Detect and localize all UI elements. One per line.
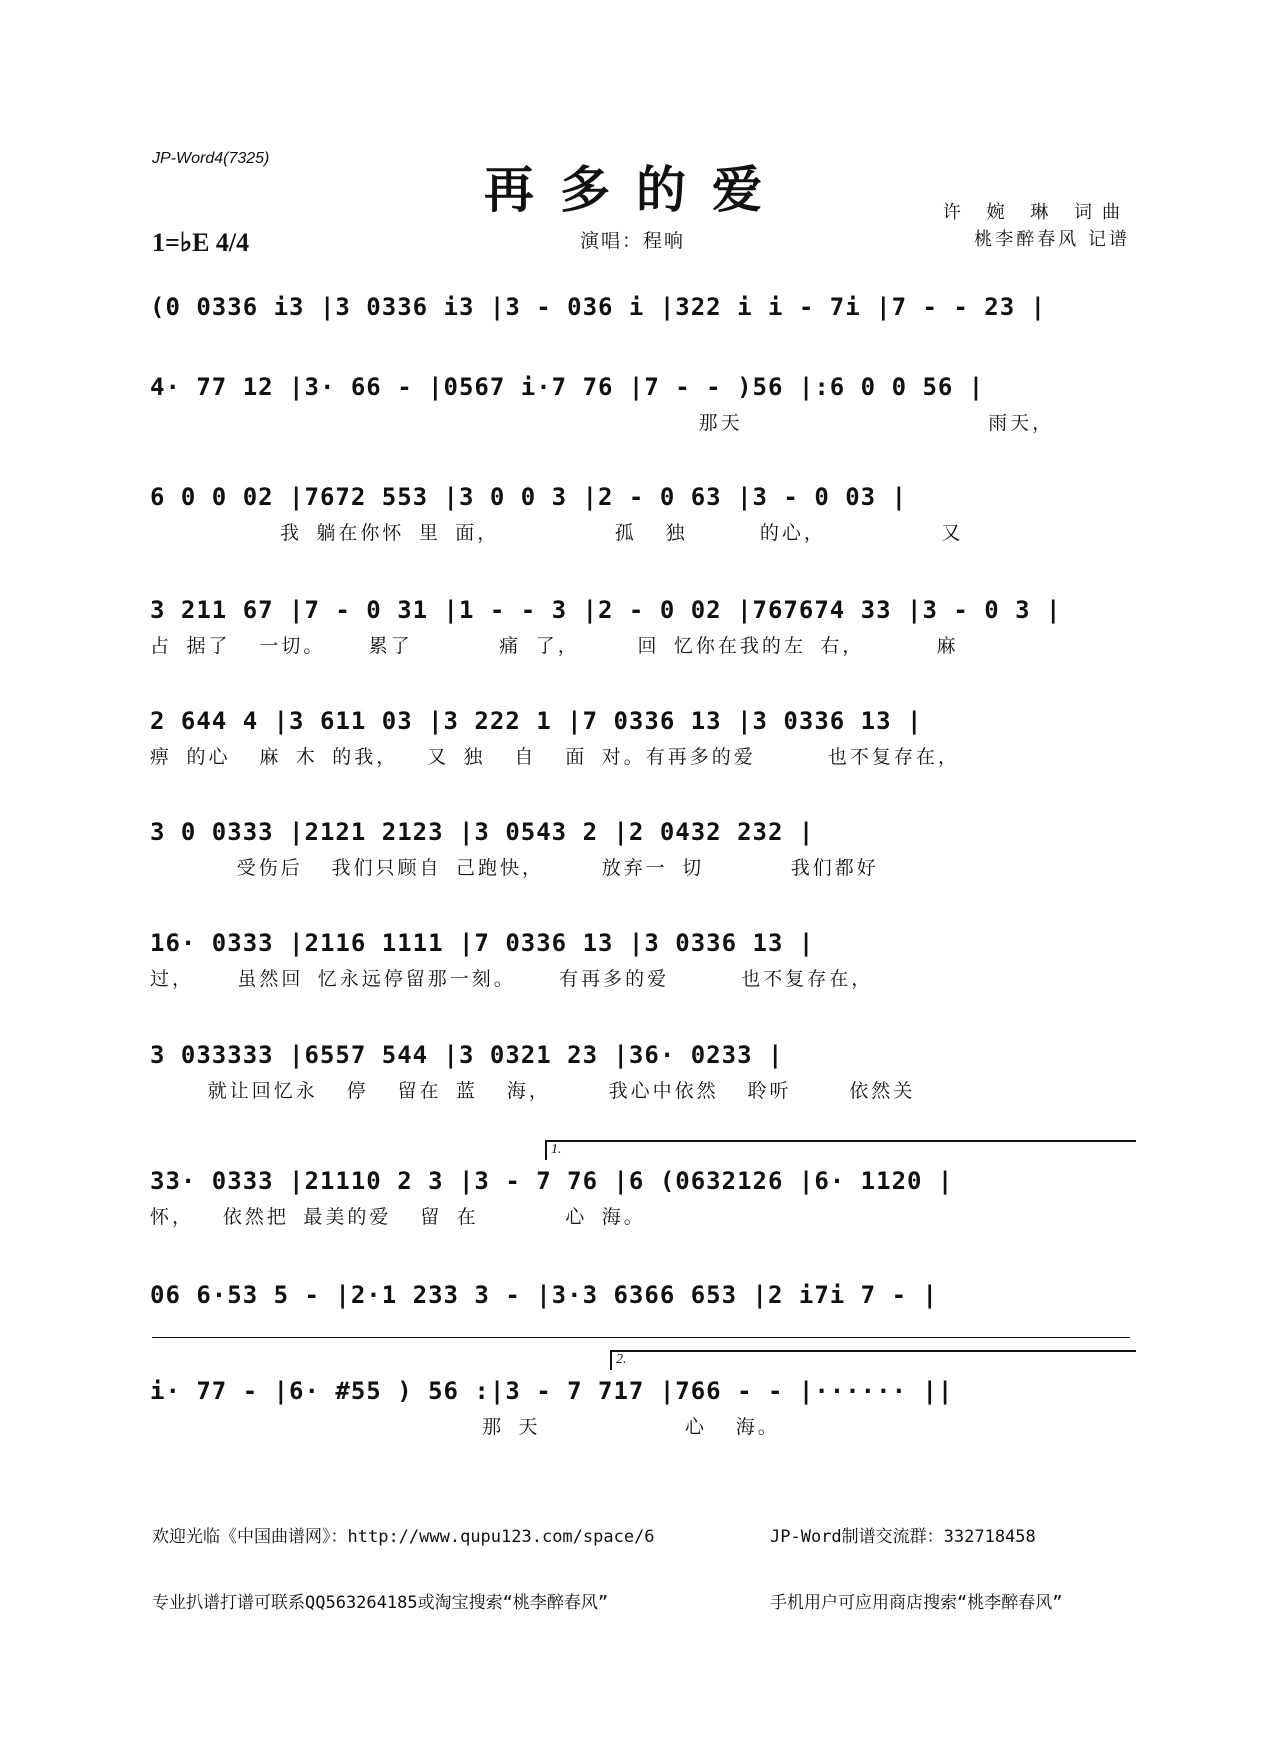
footer-app-line: 手机用户可应用商店搜索“桃李醉春风”: [770, 1593, 1063, 1613]
lyrics-line: 受伤后 我们只顾自 己跑快， 放弃一 切 我们都好: [150, 857, 879, 879]
second-ending-bracket: 2.: [610, 1350, 1136, 1370]
score-system-7: [150, 928, 1130, 992]
score-system-1: [150, 292, 1130, 330]
lyrics-line: 痹 的心 麻 木 的我， 又 独 自 面 对。有再多的爱 也不复存在，: [150, 746, 960, 768]
lyrics-line: 怀， 依然把 最美的爱 留 在 心 海。: [150, 1206, 646, 1228]
lyrics-line: 占 据了 一切。 累了 痛 了， 回 忆你在我的左 右， 麻: [150, 635, 959, 657]
score-system-11: [150, 1376, 1130, 1440]
notes-line: 3 033333 |6557 544 |3 0321 23 |36· 0233 |: [150, 1041, 784, 1069]
notes-line: 33· 0333 |21110 2 3 |3 - 7 76 |6 (0632126 |6· 1120 |: [150, 1167, 954, 1195]
singer-credit: 演唱：程响: [580, 230, 686, 252]
footer-left: [152, 1482, 655, 1658]
system-divider: [152, 1337, 1130, 1338]
notes-line: 3 211 67 |7 - 0 31 |1 - - 3 |2 - 0 02 |767674 33 |3 - 0 3 |: [150, 596, 1062, 624]
score-system-2: [150, 372, 1130, 436]
notes-line: i· 77 - |6· #55 ) 56 :|3 - 7 717 |766 - - |······ ||: [150, 1377, 954, 1405]
footer-contact-line: 专业扒谱打谱可联系QQ563264185或淘宝搜索“桃李醉春风”: [152, 1593, 609, 1613]
score-system-9: [150, 1166, 1130, 1230]
score-system-6: [150, 817, 1130, 881]
notes-line: 06 6·53 5 - |2·1 233 3 - |3·3 6366 653 |2 i7i 7 - |: [150, 1281, 938, 1309]
transcriber-credit: 桃李醉春风 记谱: [974, 229, 1130, 250]
footer-group-line: JP-Word制谱交流群：332718458: [770, 1527, 1036, 1547]
notes-line: 4· 77 12 |3· 66 - |0567 i·7 76 |7 - - )56 |:6 0 0 56 |: [150, 373, 985, 401]
score-system-3: [150, 482, 1130, 546]
key-signature: 1=♭E 4/4: [152, 228, 250, 257]
lyrics-music-credit: 许 婉 琳 词曲: [942, 202, 1130, 223]
song-title: 再多的爱: [484, 160, 788, 219]
score-system-10: [150, 1280, 1130, 1310]
lyrics-line: 过， 虽然回 忆永远停留那一刻。 有再多的爱 也不复存在，: [150, 968, 874, 990]
score-system-8: [150, 1040, 1130, 1104]
notes-line: (0 0336 i3 |3 0336 i3 |3 - 036 i |322 i i - 7i |7 - - 23 |: [150, 293, 1047, 321]
footer-website-line: 欢迎光临《中国曲谱网》：http://www.qupu123.com/space/6: [152, 1527, 655, 1547]
first-ending-bracket: 1.: [545, 1140, 1136, 1160]
lyrics-line: 就让回忆永 停 留在 蓝 海， 我心中依然 聆听 依然关: [150, 1080, 916, 1102]
lyrics-line: 我 躺在你怀 里 面， 孤 独 的心， 又: [150, 522, 964, 544]
score-system-4: [150, 595, 1130, 659]
footer-right: [770, 1482, 1062, 1658]
lyrics-line: 那天 雨天，: [150, 412, 1055, 434]
software-version: JP-Word4(7325): [152, 150, 270, 167]
notes-line: 3 0 0333 |2121 2123 |3 0543 2 |2 0432 232 |: [150, 818, 815, 846]
lyrics-line: 那 天 心 海。: [150, 1416, 780, 1438]
notes-line: 16· 0333 |2116 1111 |7 0336 13 |3 0336 13 |: [150, 929, 815, 957]
notes-line: 2 644 4 |3 611 03 |3 222 1 |7 0336 13 |3 0336 13 |: [150, 707, 923, 735]
score-system-5: [150, 706, 1130, 770]
notes-line: 6 0 0 02 |7672 553 |3 0 0 3 |2 - 0 63 |3 - 0 03 |: [150, 483, 908, 511]
